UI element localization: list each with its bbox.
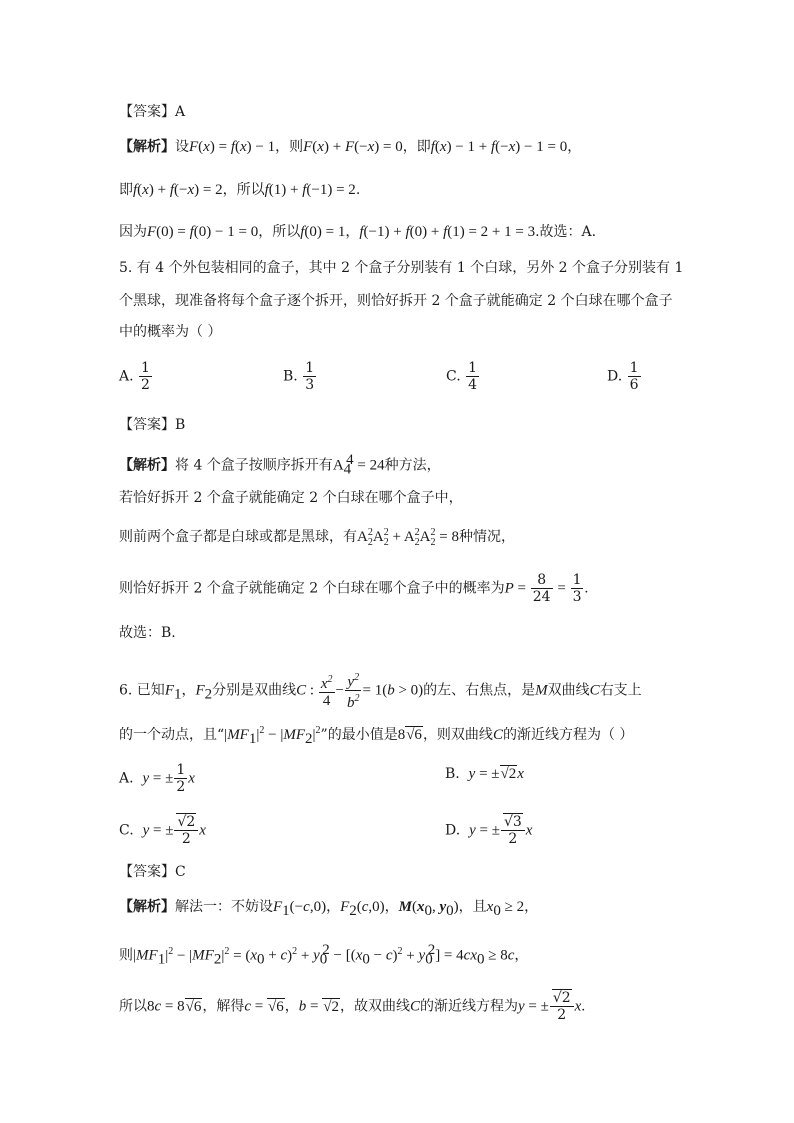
q5-option-b: B. $\frac{1}{3}$: [283, 360, 315, 393]
q6-option-a: A. y = ± $\frac{1}{2}$ x: [119, 762, 195, 795]
q5-analysis-line2: 若恰好拆开 2 个盒子就能确定 2 个白球在哪个盒子中，: [119, 490, 463, 506]
q5-option-c: C. $\frac{1}{4}$: [446, 360, 478, 393]
q6-stem-line1: 6. 已知$F_1$，$F_2$分别是双曲线C : $\frac{x^2}{4}$ − $\frac{y^2}{b^2}$ = 1(b > 0)的左、右焦点，是M双曲线C右支上: [119, 672, 642, 711]
q6-analysis-line3: 所以8c = 8√6，解得c = √6，b = √2，故双曲线C的渐近线方程为y = ± $\frac{√2}{2}$ x.: [119, 990, 586, 1023]
q5-option-a-fraction: $\frac{1}{2}$: [141, 360, 150, 393]
q4-analysis-line1: 【解析】设F(x) = f(x) − 1，则F(x) + F(−x) = 0，即f(x) − 1 + f(−x) − 1 = 0，: [119, 139, 582, 155]
q6-answer: 【答案】C: [119, 864, 186, 880]
q5-option-a: A. $\frac{1}{2}$: [119, 360, 150, 393]
q5-conclusion: 故选：B.: [119, 625, 176, 641]
q6-option-c: C. y = ± $\frac{√2}{2}$ x: [119, 814, 206, 847]
q6-analysis-line1: 【解析】解法一：不妨设$F_1(-c,0)$，$F_2(c,0)$，$M(x_0$, $y_0$)，且$x_0 \ge 2$，: [119, 899, 539, 919]
q5-answer: 【答案】B: [119, 417, 186, 433]
q5-stem-line1: 5. 有 4 个外包装相同的盒子，其中 2 个盒子分别装有 1 个白球，另外 2 个盒子分别装有 1: [119, 260, 684, 276]
q5-option-d: D. $\frac{1}{6}$: [607, 360, 639, 393]
q5-option-b-fraction: $\frac{1}{3}$: [305, 360, 315, 393]
q5-stem-line2: 个黑球，现准备将每个盒子逐个拆开，则恰好拆开 2 个盒子就能确定 2 个白球在哪个盒子: [119, 293, 673, 309]
q6-option-d: D. y = ± $\frac{√3}{2}$ x: [445, 814, 533, 847]
q5-analysis-line4: 则恰好拆开 2 个盒子就能确定 2 个白球在哪个盒子中的概率为P = $\frac{8}{24}$ = $\frac{1}{3}$ .: [119, 572, 589, 605]
q6-stem-line2: 的一个动点，且“$|MF_1|^2 - |MF_2|^2$”的最小值是8√6，则双曲线C的渐近线方程为（ ）: [119, 725, 634, 747]
q5-analysis-line3: 则前两个盒子都是白球或都是黑球，有$A_2^2A_2^2 + A_2^2A_2^2 = 8$种情况，: [119, 527, 515, 548]
q6-option-b: B. y = ±√2x: [445, 766, 524, 782]
q4-answer: 【答案】A: [119, 104, 186, 120]
q5-option-c-fraction: $\frac{1}{4}$: [468, 360, 478, 393]
q5-option-d-fraction: $\frac{1}{6}$: [629, 360, 639, 393]
q6-analysis-line2: 则$|MF_1|^2 - |MF_2|^2 = (x_0 + c)^2 + y_0^2 - [(x_0 - c)^2 + y_0^2] = 4cx_0 \ge 8c$，: [119, 942, 529, 968]
q5-analysis-line1: 【解析】将 4 个盒子按顺序拆开有$A_4^4 = 24$种方法，: [119, 452, 441, 478]
q5-stem-line3: 中的概率为（ ）: [119, 324, 222, 340]
q4-analysis-line2: 即f(x) + f(−x) = 2，所以f(1) + f(−1) = 2.: [119, 182, 361, 198]
q4-analysis-line3: 因为F(0) = f(0) − 1 = 0，所以f(0) = 1，f(−1) + f(0) + f(1) = 2 + 1 = 3.故选：A.: [119, 224, 597, 240]
